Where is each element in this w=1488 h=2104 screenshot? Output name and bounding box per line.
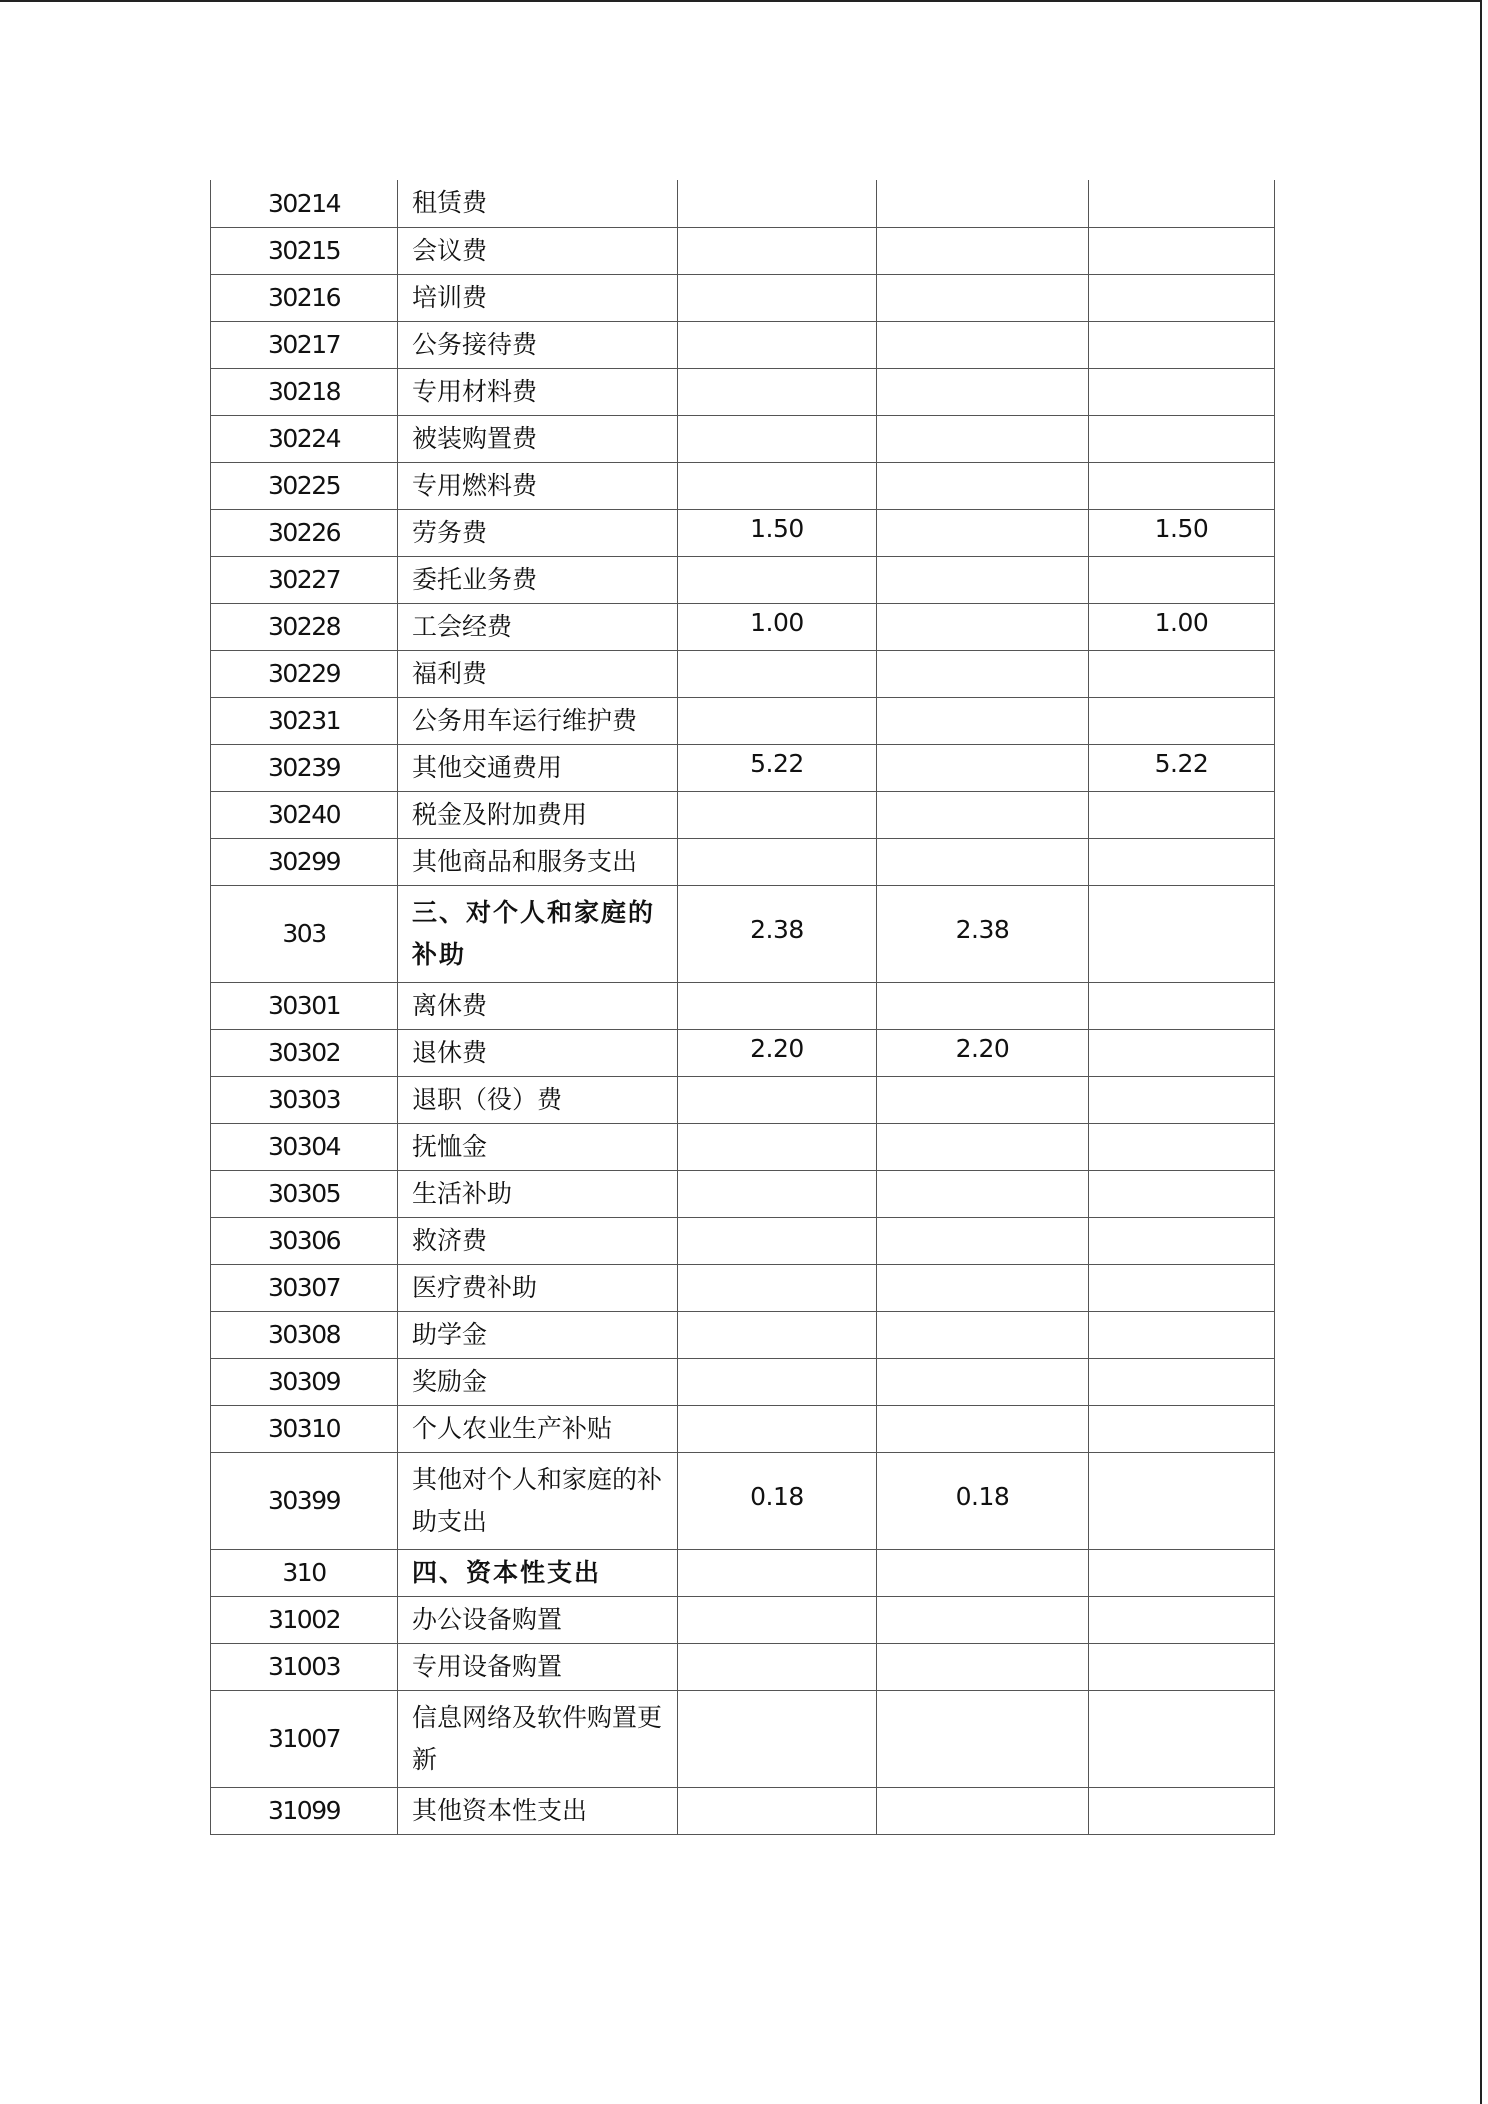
project-amount-value: 1.50 bbox=[1154, 514, 1209, 543]
subject-code-cell: 30217 bbox=[211, 321, 398, 368]
basic-amount-cell bbox=[877, 982, 1089, 1029]
table-row bbox=[211, 1452, 1275, 1549]
total-amount-cell bbox=[678, 1264, 877, 1311]
total-amount-cell bbox=[678, 1405, 877, 1452]
table-row bbox=[211, 180, 1275, 227]
project-amount-cell bbox=[1089, 1076, 1275, 1123]
subject-code-cell: 30306 bbox=[211, 1217, 398, 1264]
total-amount-cell bbox=[678, 1217, 877, 1264]
total-amount-cell bbox=[678, 1596, 877, 1643]
subject-name-cell: 公务接待费 bbox=[398, 321, 678, 368]
subject-code-cell: 30231 bbox=[211, 697, 398, 744]
subject-code-cell: 30229 bbox=[211, 650, 398, 697]
table-row bbox=[211, 415, 1275, 462]
subject-code-cell: 31002 bbox=[211, 1596, 398, 1643]
table-row bbox=[211, 744, 1275, 791]
total-amount-cell bbox=[678, 1076, 877, 1123]
project-amount-cell bbox=[1089, 1549, 1275, 1596]
subject-code-cell: 30214 bbox=[211, 180, 398, 227]
subject-name-cell: 公务用车运行维护费 bbox=[398, 697, 678, 744]
subject-code-cell: 30228 bbox=[211, 603, 398, 650]
basic-amount-cell bbox=[877, 415, 1089, 462]
project-amount-cell bbox=[1089, 462, 1275, 509]
project-amount-cell bbox=[1089, 1452, 1275, 1549]
total-amount-cell bbox=[678, 1123, 877, 1170]
subject-name-cell: 其他商品和服务支出 bbox=[398, 838, 678, 885]
subject-name-cell: 信息网络及软件购置更新 bbox=[398, 1690, 678, 1787]
project-amount-cell bbox=[1089, 509, 1275, 556]
table-row bbox=[211, 885, 1275, 982]
table-row bbox=[211, 982, 1275, 1029]
total-amount-cell bbox=[678, 1358, 877, 1405]
table-row bbox=[211, 321, 1275, 368]
project-amount-cell bbox=[1089, 1029, 1275, 1076]
table-row bbox=[211, 1787, 1275, 1834]
project-amount-cell bbox=[1089, 1358, 1275, 1405]
total-amount-cell bbox=[678, 885, 877, 982]
subject-name-cell: 办公设备购置 bbox=[398, 1596, 678, 1643]
basic-amount-cell bbox=[877, 321, 1089, 368]
basic-amount-cell bbox=[877, 1311, 1089, 1358]
basic-amount-cell bbox=[877, 744, 1089, 791]
subject-name-cell: 委托业务费 bbox=[398, 556, 678, 603]
project-amount-cell bbox=[1089, 415, 1275, 462]
project-amount-cell bbox=[1089, 368, 1275, 415]
subject-code-cell: 30240 bbox=[211, 791, 398, 838]
total-amount-cell bbox=[678, 982, 877, 1029]
subject-code-cell: 30224 bbox=[211, 415, 398, 462]
project-amount-cell bbox=[1089, 650, 1275, 697]
table-row bbox=[211, 1311, 1275, 1358]
subject-code-cell: 31003 bbox=[211, 1643, 398, 1690]
basic-amount-cell bbox=[877, 1643, 1089, 1690]
basic-amount-cell bbox=[877, 603, 1089, 650]
basic-amount-cell bbox=[877, 697, 1089, 744]
subject-name-cell: 工会经费 bbox=[398, 603, 678, 650]
basic-amount-cell bbox=[877, 1264, 1089, 1311]
basic-amount-cell bbox=[877, 1596, 1089, 1643]
total-amount-cell bbox=[678, 227, 877, 274]
basic-amount-value: 0.18 bbox=[955, 1482, 1010, 1511]
project-amount-cell bbox=[1089, 791, 1275, 838]
basic-amount-cell bbox=[877, 1170, 1089, 1217]
basic-amount-cell bbox=[877, 1690, 1089, 1787]
table-row bbox=[211, 556, 1275, 603]
project-amount-cell bbox=[1089, 1787, 1275, 1834]
total-amount-cell bbox=[678, 1170, 877, 1217]
basic-amount-value: 2.38 bbox=[955, 915, 1010, 944]
table-row bbox=[211, 791, 1275, 838]
project-amount-cell bbox=[1089, 556, 1275, 603]
total-amount-cell bbox=[678, 368, 877, 415]
subject-name-cell: 福利费 bbox=[398, 650, 678, 697]
basic-amount-cell bbox=[877, 227, 1089, 274]
project-amount-cell bbox=[1089, 1264, 1275, 1311]
project-amount-cell bbox=[1089, 321, 1275, 368]
table-row bbox=[211, 838, 1275, 885]
table-row bbox=[211, 509, 1275, 556]
subject-name-cell: 三、对个人和家庭的补助 bbox=[398, 885, 678, 982]
subject-code-cell: 30308 bbox=[211, 1311, 398, 1358]
table-row bbox=[211, 1358, 1275, 1405]
basic-amount-cell bbox=[877, 1123, 1089, 1170]
basic-amount-cell bbox=[877, 1358, 1089, 1405]
table-row bbox=[211, 1029, 1275, 1076]
basic-amount-cell bbox=[877, 1217, 1089, 1264]
basic-amount-cell bbox=[877, 791, 1089, 838]
subject-name-cell: 抚恤金 bbox=[398, 1123, 678, 1170]
total-amount-cell bbox=[678, 1690, 877, 1787]
total-amount-cell bbox=[678, 509, 877, 556]
table-body bbox=[211, 180, 1275, 1834]
basic-amount-cell bbox=[877, 650, 1089, 697]
subject-code-cell: 30225 bbox=[211, 462, 398, 509]
subject-code-cell: 30218 bbox=[211, 368, 398, 415]
subject-name-cell: 离休费 bbox=[398, 982, 678, 1029]
subject-code-cell: 30309 bbox=[211, 1358, 398, 1405]
subject-code-cell: 30305 bbox=[211, 1170, 398, 1217]
table-row bbox=[211, 1549, 1275, 1596]
basic-amount-cell bbox=[877, 885, 1089, 982]
total-amount-cell bbox=[678, 1787, 877, 1834]
subject-code-cell: 30215 bbox=[211, 227, 398, 274]
total-amount-cell bbox=[678, 415, 877, 462]
total-amount-cell bbox=[678, 1311, 877, 1358]
subject-name-cell: 其他对个人和家庭的补助支出 bbox=[398, 1452, 678, 1549]
total-amount-value: 0.18 bbox=[750, 1482, 804, 1511]
table-row bbox=[211, 274, 1275, 321]
total-amount-cell bbox=[678, 556, 877, 603]
table-row bbox=[211, 697, 1275, 744]
subject-code-cell: 30299 bbox=[211, 838, 398, 885]
subject-code-cell: 30302 bbox=[211, 1029, 398, 1076]
project-amount-cell bbox=[1089, 1596, 1275, 1643]
subject-code-cell: 30301 bbox=[211, 982, 398, 1029]
basic-amount-cell bbox=[877, 274, 1089, 321]
total-amount-cell bbox=[678, 462, 877, 509]
project-amount-cell bbox=[1089, 1643, 1275, 1690]
table-row bbox=[211, 227, 1275, 274]
basic-amount-cell bbox=[877, 1787, 1089, 1834]
project-amount-value: 1.00 bbox=[1154, 608, 1209, 637]
subject-name-cell: 救济费 bbox=[398, 1217, 678, 1264]
total-amount-value: 5.22 bbox=[750, 749, 804, 778]
subject-name-cell: 专用设备购置 bbox=[398, 1643, 678, 1690]
subject-name-cell: 劳务费 bbox=[398, 509, 678, 556]
total-amount-cell bbox=[678, 603, 877, 650]
subject-code-cell: 30226 bbox=[211, 509, 398, 556]
total-amount-value: 1.50 bbox=[750, 514, 804, 543]
project-amount-cell bbox=[1089, 1217, 1275, 1264]
project-amount-cell bbox=[1089, 982, 1275, 1029]
subject-code-cell: 30399 bbox=[211, 1452, 398, 1549]
subject-name-cell: 生活补助 bbox=[398, 1170, 678, 1217]
table-row bbox=[211, 1264, 1275, 1311]
budget-expenditure-table bbox=[210, 180, 1275, 1835]
project-amount-cell bbox=[1089, 1690, 1275, 1787]
subject-code-cell: 30307 bbox=[211, 1264, 398, 1311]
project-amount-cell bbox=[1089, 274, 1275, 321]
basic-amount-cell bbox=[877, 1452, 1089, 1549]
subject-name-cell: 个人农业生产补贴 bbox=[398, 1405, 678, 1452]
total-amount-cell bbox=[678, 744, 877, 791]
subject-code-cell: 30216 bbox=[211, 274, 398, 321]
project-amount-value: 5.22 bbox=[1154, 749, 1209, 778]
table-row bbox=[211, 603, 1275, 650]
total-amount-cell bbox=[678, 838, 877, 885]
basic-amount-cell bbox=[877, 509, 1089, 556]
subject-name-cell: 专用材料费 bbox=[398, 368, 678, 415]
basic-amount-cell bbox=[877, 368, 1089, 415]
subject-code-cell: 31007 bbox=[211, 1690, 398, 1787]
basic-amount-cell bbox=[877, 1076, 1089, 1123]
table-row bbox=[211, 1076, 1275, 1123]
project-amount-cell bbox=[1089, 885, 1275, 982]
subject-code-cell: 30303 bbox=[211, 1076, 398, 1123]
table-row bbox=[211, 650, 1275, 697]
subject-name-cell: 租赁费 bbox=[398, 180, 678, 227]
total-amount-cell bbox=[678, 697, 877, 744]
table-row bbox=[211, 1690, 1275, 1787]
basic-amount-cell bbox=[877, 838, 1089, 885]
subject-name-cell: 助学金 bbox=[398, 1311, 678, 1358]
project-amount-cell bbox=[1089, 180, 1275, 227]
basic-amount-value: 2.20 bbox=[955, 1034, 1010, 1063]
table-row bbox=[211, 1643, 1275, 1690]
basic-amount-cell bbox=[877, 556, 1089, 603]
total-amount-cell bbox=[678, 321, 877, 368]
basic-amount-cell bbox=[877, 1549, 1089, 1596]
basic-amount-cell bbox=[877, 180, 1089, 227]
subject-name-cell: 四、资本性支出 bbox=[398, 1549, 678, 1596]
subject-name-cell: 培训费 bbox=[398, 274, 678, 321]
project-amount-cell bbox=[1089, 1123, 1275, 1170]
total-amount-cell bbox=[678, 791, 877, 838]
total-amount-cell bbox=[678, 1029, 877, 1076]
subject-name-cell: 会议费 bbox=[398, 227, 678, 274]
project-amount-cell bbox=[1089, 1405, 1275, 1452]
subject-name-cell: 其他资本性支出 bbox=[398, 1787, 678, 1834]
subject-name-cell: 其他交通费用 bbox=[398, 744, 678, 791]
project-amount-cell bbox=[1089, 603, 1275, 650]
subject-code-cell: 310 bbox=[211, 1549, 398, 1596]
subject-name-cell: 退职（役）费 bbox=[398, 1076, 678, 1123]
project-amount-cell bbox=[1089, 227, 1275, 274]
table-row bbox=[211, 1123, 1275, 1170]
table-row bbox=[211, 1596, 1275, 1643]
table-row bbox=[211, 1405, 1275, 1452]
total-amount-value: 1.00 bbox=[750, 608, 804, 637]
subject-name-cell: 奖励金 bbox=[398, 1358, 678, 1405]
basic-amount-cell bbox=[877, 1029, 1089, 1076]
total-amount-cell bbox=[678, 1643, 877, 1690]
project-amount-cell bbox=[1089, 697, 1275, 744]
project-amount-cell bbox=[1089, 1311, 1275, 1358]
subject-name-cell: 税金及附加费用 bbox=[398, 791, 678, 838]
total-amount-cell bbox=[678, 1549, 877, 1596]
subject-code-cell: 30304 bbox=[211, 1123, 398, 1170]
table-row bbox=[211, 1170, 1275, 1217]
project-amount-cell bbox=[1089, 744, 1275, 791]
total-amount-cell bbox=[678, 1452, 877, 1549]
subject-code-cell: 30310 bbox=[211, 1405, 398, 1452]
subject-code-cell: 30227 bbox=[211, 556, 398, 603]
total-amount-cell bbox=[678, 180, 877, 227]
project-amount-cell bbox=[1089, 838, 1275, 885]
basic-amount-cell bbox=[877, 462, 1089, 509]
subject-code-cell: 30239 bbox=[211, 744, 398, 791]
table-row bbox=[211, 462, 1275, 509]
subject-code-cell: 31099 bbox=[211, 1787, 398, 1834]
basic-amount-cell bbox=[877, 1405, 1089, 1452]
subject-name-cell: 医疗费补助 bbox=[398, 1264, 678, 1311]
project-amount-cell bbox=[1089, 1170, 1275, 1217]
subject-name-cell: 被装购置费 bbox=[398, 415, 678, 462]
total-amount-cell bbox=[678, 274, 877, 321]
subject-code-cell: 303 bbox=[211, 885, 398, 982]
total-amount-cell bbox=[678, 650, 877, 697]
total-amount-value: 2.20 bbox=[750, 1034, 804, 1063]
subject-name-cell: 退休费 bbox=[398, 1029, 678, 1076]
total-amount-value: 2.38 bbox=[750, 915, 804, 944]
table-row bbox=[211, 368, 1275, 415]
table-row bbox=[211, 1217, 1275, 1264]
subject-name-cell: 专用燃料费 bbox=[398, 462, 678, 509]
